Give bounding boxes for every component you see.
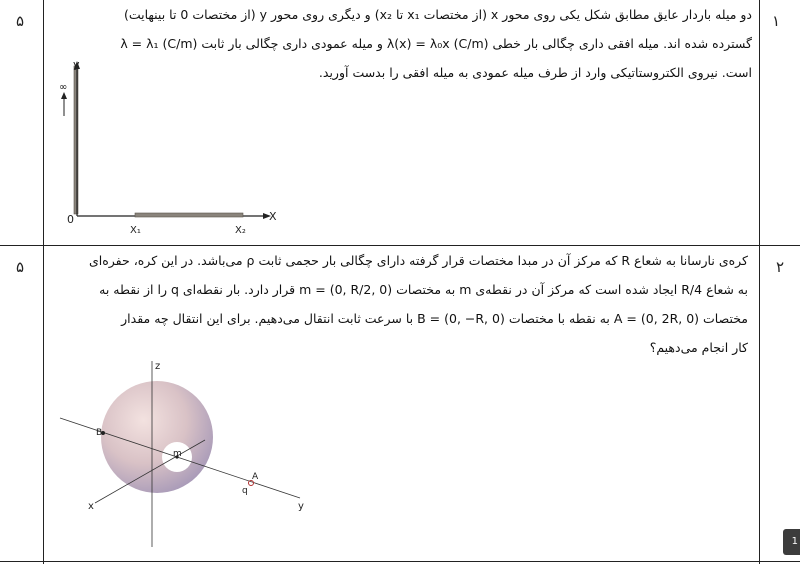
x1-label: X₁: [130, 225, 141, 236]
x-axis-label-3d: x: [88, 501, 94, 512]
question-2-number: ۲: [776, 258, 785, 276]
question-2-figure: [55, 355, 335, 555]
question-1-number: ۱: [772, 12, 781, 30]
infinity-arrow-head: [61, 92, 67, 99]
y-axis-label-3d: y: [298, 501, 304, 512]
question-1-figure: [55, 58, 285, 238]
question-1-line-1: دو میله باردار عایق مطابق شکل یکی روی محور x (از مختصات x₁ تا x₂) و دیگری روی محور y (از مختصات 0 تا بینهایت): [123, 7, 752, 22]
page-number-badge: 1: [783, 529, 800, 555]
point-a-label: A: [252, 472, 259, 482]
row-number-column-border: [759, 0, 760, 564]
question-2-line-3: مختصات A = (0, 2R, 0) به نقطه با مختصات B = (0, −R, 0) با سرعت ثابت انتقال می‌دهیم. برای این انتقال چه مقدار: [121, 311, 748, 326]
question-2-line-2: به شعاع R/4 ایجاد شده است که مرکز آن در نقطه‌ی m به مختصات m = (0, R/2, 0) قرار دارد. بار نقطه‌ای q را از نقطه به: [99, 282, 748, 297]
charge-q-label: q: [242, 486, 248, 496]
point-b-label: B: [96, 428, 103, 438]
question-1-line-3: است. نیروی الکتروستاتیکی وارد از طرف میله عمودی به میله افقی را بدست آورید.: [318, 65, 752, 80]
horizontal-rod: [135, 213, 243, 217]
question-2-text: [46, 246, 748, 362]
infinity-label: ∞: [59, 82, 68, 93]
y-axis-label: y: [73, 58, 80, 71]
question-1-score: ۵: [16, 12, 25, 30]
score-column-border: [43, 0, 44, 564]
origin-label: 0: [67, 213, 74, 226]
x2-label: X₂: [235, 225, 246, 236]
question-2-line-1: کره‌ی نارسانا به شعاع R که مرکز آن در مبدا مختصات قرار گرفته دارای چگالی بار حجمی ثابت ρ می‌باشد. در این کره، حفره‌ای: [88, 253, 748, 268]
x-axis-label: X: [269, 210, 277, 223]
question-2-score: ۵: [16, 258, 25, 276]
question-1-line-2: گسترده شده اند. میله افقی داری چگالی بار خطی λ(x) = λ₀x (C/m) و میله عمودی داری چگالی بار ثابت λ = λ₁ (C/m): [120, 36, 752, 51]
table-bottom-border: [0, 561, 800, 562]
point-m-label: m: [173, 449, 182, 459]
question-2-line-4: کار انجام می‌دهیم؟: [649, 340, 748, 355]
z-axis-label: z: [155, 361, 161, 372]
